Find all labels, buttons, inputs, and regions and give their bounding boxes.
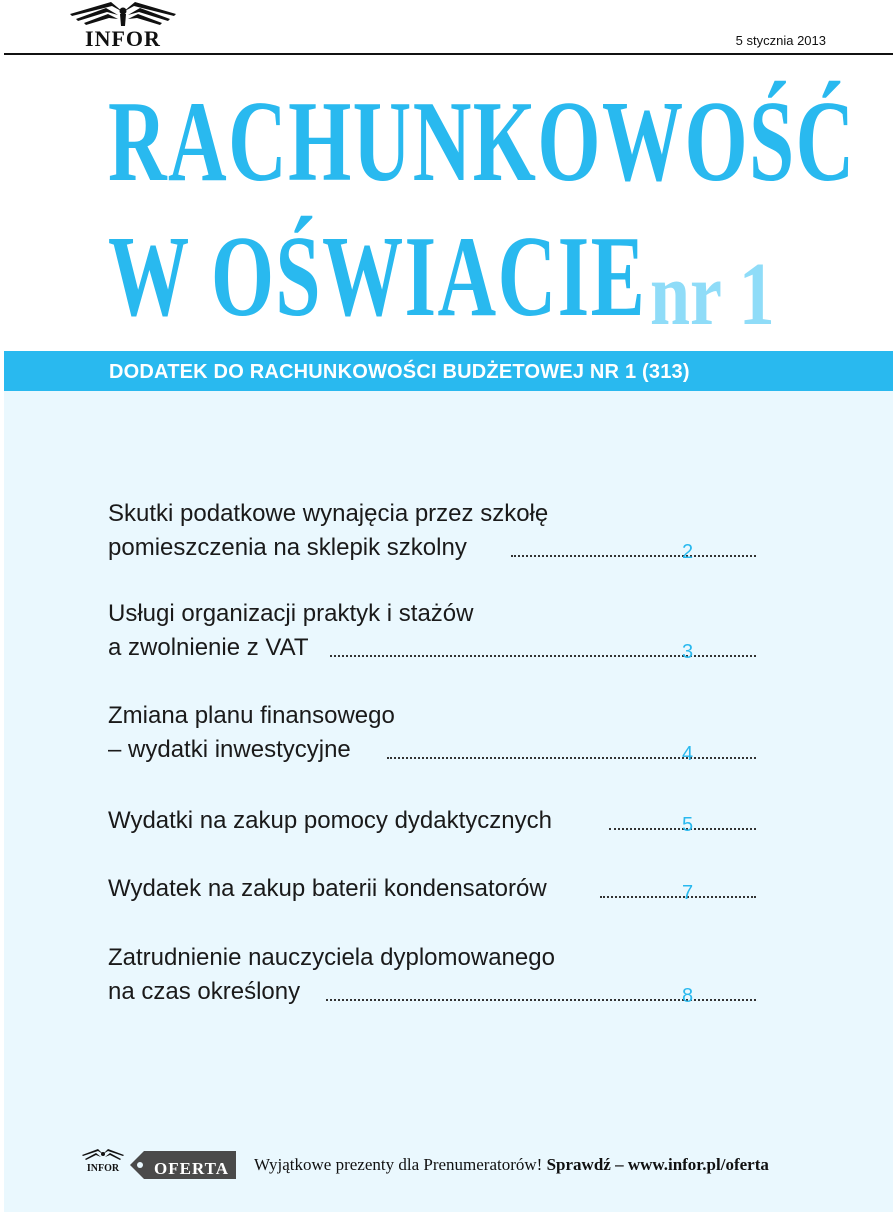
toc-entry-title: a zwolnienie z VAT <box>108 634 309 661</box>
supplement-band <box>4 351 893 391</box>
issue-number: nr 1 <box>650 245 775 344</box>
promo-banner[interactable] <box>80 1145 840 1185</box>
toc-entry[interactable] <box>108 804 808 838</box>
logo-wordmark: INFOR <box>85 26 161 51</box>
issue-date: 5 stycznia 2013 <box>735 33 826 48</box>
infor-mini-logo <box>80 1149 126 1179</box>
toc-entry-title: Skutki podatkowe wynajęcia przez szkołę <box>108 500 549 527</box>
oferta-label: OFERTA <box>154 1159 229 1178</box>
promo-link[interactable]: Sprawdź – www.infor.pl/oferta <box>546 1155 769 1174</box>
toc-page-number: 3 <box>682 641 694 663</box>
toc-page-number: 8 <box>682 985 694 1007</box>
toc-entry-title: Wydatki na zakup pomocy dydaktycznych <box>108 807 552 834</box>
promo-text <box>254 1155 769 1175</box>
oferta-tag[interactable] <box>128 1149 238 1181</box>
infor-logo[interactable] <box>66 2 180 51</box>
toc-entry-title: Usługi organizacji praktyk i stażów <box>108 600 474 627</box>
eagle-icon <box>80 1149 126 1163</box>
mini-logo-wordmark: INFOR <box>86 1163 120 1174</box>
promo-message: Wyjątkowe prezenty dla Prenumeratorów! <box>254 1155 547 1174</box>
toc-entry-title: Zatrudnienie nauczyciela dyplomowanego <box>108 944 555 971</box>
header <box>0 0 895 56</box>
toc-dot-leader <box>511 555 756 557</box>
supplement-label: DODATEK DO RACHUNKOWOŚCI BUDŻETOWEJ NR 1 (313) <box>109 361 690 383</box>
toc-entry[interactable] <box>108 872 808 906</box>
toc-entry-title: Wydatek na zakup baterii kondensatorów <box>108 875 547 902</box>
header-divider <box>4 53 893 55</box>
toc-entry-title: – wydatki inwestycyjne <box>108 736 351 763</box>
toc-entry-title: na czas określony <box>108 978 301 1005</box>
table-of-contents <box>4 391 893 1212</box>
toc-entry-title: Zmiana planu finansowego <box>108 702 395 729</box>
magazine-title-line1: RACHUNKOWOŚĆ <box>108 78 856 206</box>
toc-dot-leader <box>387 757 756 759</box>
toc-page-number: 7 <box>682 882 694 904</box>
toc-page-number: 5 <box>682 814 694 836</box>
toc-entry-title: pomieszczenia na sklepik szkolny <box>108 534 467 561</box>
toc-dot-leader <box>600 896 756 898</box>
toc-page-number: 4 <box>682 743 694 765</box>
magazine-title-line2: W OŚWIACIE <box>108 213 647 341</box>
toc-page-number: 2 <box>682 541 694 563</box>
